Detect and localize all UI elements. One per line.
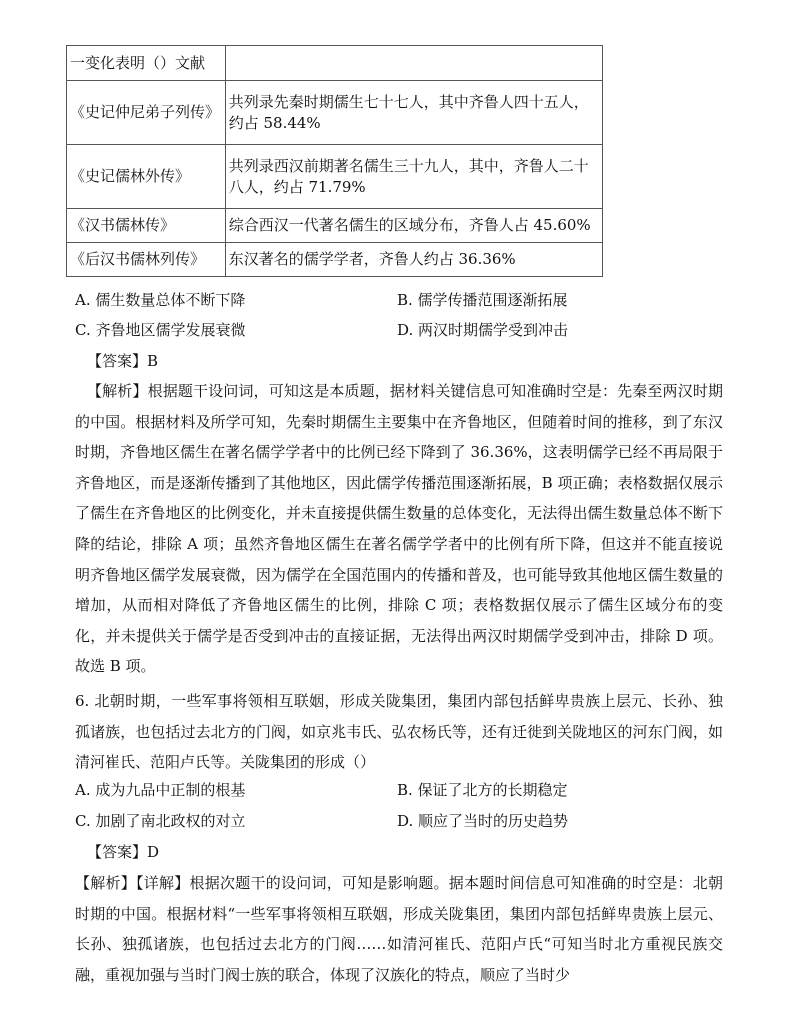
q6-option-a: A. 成为九品中正制的根基	[75, 781, 246, 799]
table-cell-source: 一变化表明（）文献	[67, 46, 226, 81]
table-cell-content: 共列录先秦时期儒生七十七人，其中齐鲁人四十五人，约占 58.44%	[225, 81, 602, 145]
q5-option-a: A. 儒生数量总体不断下降	[75, 291, 246, 309]
table-row	[67, 209, 603, 243]
table-cell-content: 东汉著名的儒学学者，齐鲁人约占 36.36%	[225, 243, 602, 277]
q5-option-c: C. 齐鲁地区儒学发展衰微	[75, 321, 246, 339]
q6-stem: 6. 北朝时期，一些军事将领相互联姻，形成关陇集团，集团内部包括鲜卑贵族上层元、长孙、独孤诸族，也包括过去北方的门阀，如京兆韦氏、弘农杨氏等，还有迁徙到关陇地区的河东门阀，如清河崔氏、范阳卢氏等。关陇集团的形成（）	[75, 692, 723, 772]
q6-option-b: B. 保证了北方的长期稳定	[397, 781, 568, 799]
table-row	[67, 145, 603, 209]
q6-answer: 【答案】D	[87, 843, 160, 861]
table-cell-source: 《史记儒林外传》	[67, 145, 226, 209]
table-cell-content: 综合西汉一代著名儒生的区域分布，齐鲁人占 45.60%	[225, 209, 602, 243]
q5-answer: 【答案】B	[87, 352, 159, 370]
table-row	[67, 243, 603, 277]
q6-option-d: D. 顺应了当时的历史趋势	[397, 812, 569, 830]
table-row	[67, 46, 603, 81]
source-table	[66, 45, 603, 277]
q6-analysis: 【解析】【详解】根据次题干的设问词，可知是影响题。据本题时间信息可知准确的时空是：北朝时期的中国。根据材料“一些军事将领相互联姻，形成关陇集团，集团内部包括鲜卑贵族上层元、长孙、独孤诸族，也包括过去北方的门阀……如清河崔氏、范阳卢氏“可知当时北方重视民族交融，重视加强与当时门阀士族的联合，体现了汉族化的特点，顺应了当时少	[75, 874, 723, 984]
table-cell-source: 《汉书儒林传》	[67, 209, 226, 243]
table-cell-source: 《史记仲尼弟子列传》	[67, 81, 226, 145]
q5-option-d: D. 两汉时期儒学受到冲击	[397, 321, 569, 339]
table-row	[67, 81, 603, 145]
q5-analysis: 【解析】根据题干设问词，可知这是本质题，据材料关键信息可知准确时空是：先秦至两汉时期的中国。根据材料及所学可知，先秦时期儒生主要集中在齐鲁地区，但随着时间的推移，到了东汉时期，齐鲁地区儒生在著名儒学学者中的比例已经下降到了 36.36%，这表明儒学已经不再局限于齐鲁地区，而是逐渐传播到了其他地区，因此儒学传播范围逐渐拓展，B 项正确；表格数据仅展示了儒生在齐鲁地区的比例变化，并未直接提供儒生数量的总体变化，无法得出儒生数量总体不断下降的结论，排除 A 项；虽然齐鲁地区儒生在著名儒学学者中的比例有所下降，但这并不能直接说明齐鲁地区儒学发展衰微，因为儒学在全国范围内的传播和普及，也可能导致其他地区儒生数量的增加，从而相对降低了齐鲁地区儒生的比例，排除 C 项；表格数据仅展示了儒生区域分布的变化，并未提供关于儒学是否受到冲击的直接证据，无法得出两汉时期儒学受到冲击，排除 D 项。故选 B 项。	[75, 382, 723, 676]
table-cell-source: 《后汉书儒林列传》	[67, 243, 226, 277]
q6-option-c: C. 加剧了南北政权的对立	[75, 812, 246, 830]
table-cell-content	[225, 46, 602, 81]
q5-option-b: B. 儒学传播范围逐渐拓展	[397, 291, 568, 309]
table-cell-content: 共列录西汉前期著名儒生三十九人，其中，齐鲁人二十八人，约占 71.79%	[225, 145, 602, 209]
